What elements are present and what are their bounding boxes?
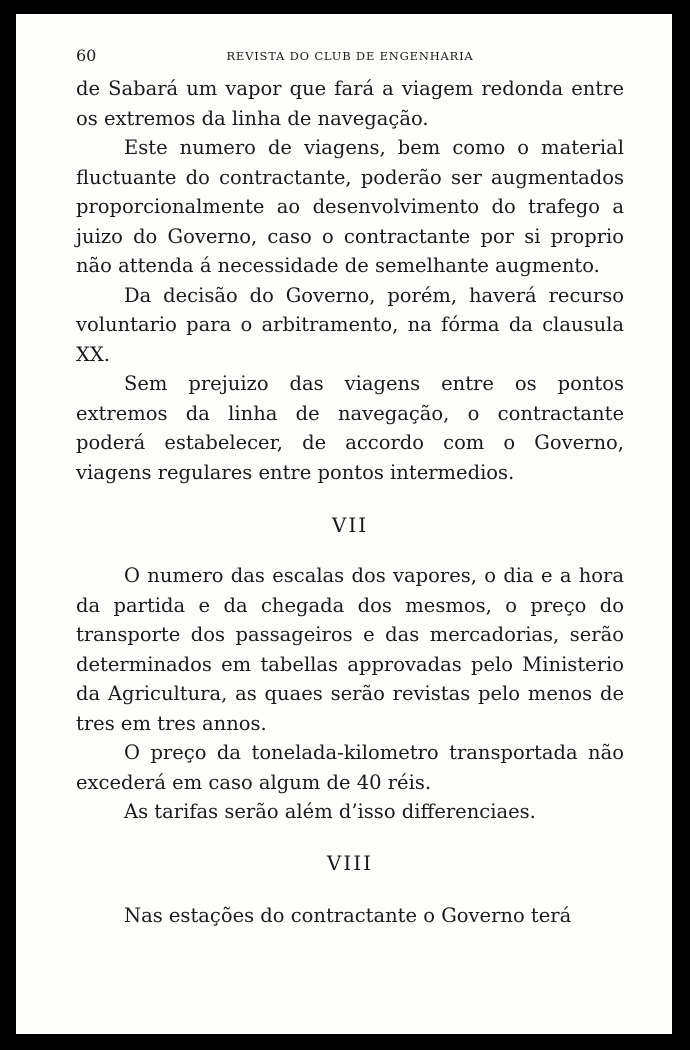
paragraph: As tarifas serão além d’isso differenciaes. (124, 800, 536, 823)
paragraph: Nas estações do contractante o Governo terá (124, 903, 572, 927)
paragraph: Este numero de viagens, bem como o material fluctuante do contractante, poderão ser augmentados proporcionalmente ao desenvolvimento do trafego a juizo do Governo, caso o contractante por si proprio não attenda á necessidade de semelhante augmento. (76, 136, 624, 277)
journal-title: REVISTA DO CLUB DE ENGENHARIA (226, 49, 474, 63)
paragraph: O preço da tonelada-kilometro transportada não excederá em caso algum de 40 réis. (76, 741, 624, 794)
paragraph-continuation: de Sabará um vapor que fará a viagem redonda entre os extremos da linha de navegação. (76, 77, 624, 130)
page-content (76, 44, 624, 930)
paragraph: Da decisão do Governo, porém, haverá recurso voluntario para o arbitramento, na fórma da clausula XX. (76, 283, 624, 366)
page-number: 60 (76, 46, 97, 65)
section-heading-vii: VII (331, 513, 369, 537)
book-page (16, 14, 672, 1034)
paragraph: Sem prejuizo das viagens entre os pontos extremos da linha de navegação, o contractante poderá estabelecer, de accordo com o Governo, viagens regulares entre pontos intermedios. (76, 372, 624, 484)
running-head (76, 44, 624, 74)
paragraph: O numero das escalas dos vapores, o dia e a hora da partida e da chegada dos mesmos, o preço do transporte dos passageiros e das mercadorias, serão determinados em tabellas approvadas pelo Ministerio da Agricultura, as quaes serão revistas pelo menos de tres em tres annos. (76, 564, 624, 735)
section-heading-viii: VIII (326, 850, 374, 875)
